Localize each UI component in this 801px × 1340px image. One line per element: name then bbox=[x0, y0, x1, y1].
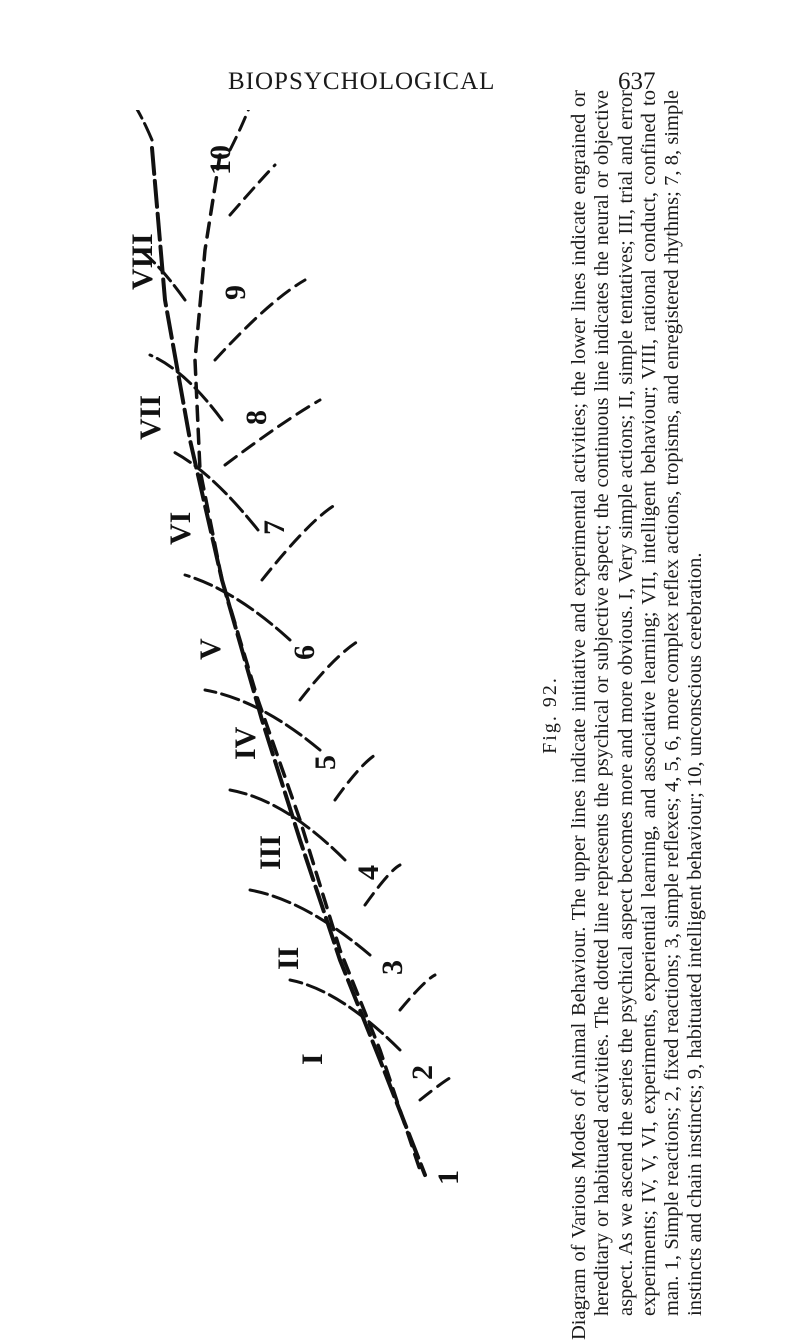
diagram-label-6: 6 bbox=[288, 645, 321, 660]
dotted-spine-line bbox=[195, 155, 420, 1170]
diagram-label-9: 9 bbox=[219, 285, 252, 300]
diagram-label-vi: VI bbox=[164, 511, 197, 545]
diagram-label-1: 1 bbox=[432, 1170, 465, 1185]
diagram-label-iii: III bbox=[254, 834, 287, 870]
diagram-label-iv: IV bbox=[229, 726, 262, 760]
diagram-label-5: 5 bbox=[309, 755, 342, 770]
figure-label: Fig. 92. bbox=[539, 676, 561, 754]
page-number: 637 bbox=[618, 68, 656, 95]
behaviour-diagram bbox=[120, 110, 520, 1210]
upper-branch-lines bbox=[215, 110, 455, 1100]
diagram-label-10: 10 bbox=[204, 145, 237, 175]
figure-caption: Diagram of Various Modes of Animal Behaviour. The upper lines indicate initiative and experimental activities; the lower lines indicate engrained or hereditary or habituated activities. The dotted line represents the psychical or subjective aspect; the continuous line indicates the neural or objective aspect. As we ascend the series the psychical aspect becomes more and more obvious. I, Very simple actions; II, simple tentatives; III, trial and error experiments; IV, V, VI, experiments, experiential learning, and associative learning; VII, intelligent behaviour; VIII, rational conduct, confined to man. 1, Simple reactions; 2, fixed reactions; 3, simple reflexes; 4, 5, 6, more complex reflex actions, tropisms, and enregistered rhythms; 7, 8, simple instincts and chain instincts; 9, habituated intelligent behaviour; 10, unconscious cerebration. bbox=[568, 90, 707, 1340]
diagram-label-viii: VIII bbox=[126, 233, 159, 290]
diagram-label-2: 2 bbox=[406, 1065, 439, 1080]
diagram-label-8: 8 bbox=[240, 410, 273, 425]
running-title: BIOPSYCHOLOGICAL bbox=[228, 68, 496, 95]
solid-spine-line bbox=[152, 148, 425, 1175]
diagram-label-i: I bbox=[296, 1053, 329, 1065]
diagram-label-7: 7 bbox=[258, 520, 291, 535]
diagram-label-3: 3 bbox=[376, 960, 409, 975]
diagram-label-v: V bbox=[194, 638, 227, 660]
diagram-label-vii: VII bbox=[134, 394, 167, 440]
diagram-label-4: 4 bbox=[352, 865, 385, 880]
diagram-label-ii: II bbox=[272, 946, 305, 970]
figure-caption-block bbox=[536, 90, 706, 1340]
